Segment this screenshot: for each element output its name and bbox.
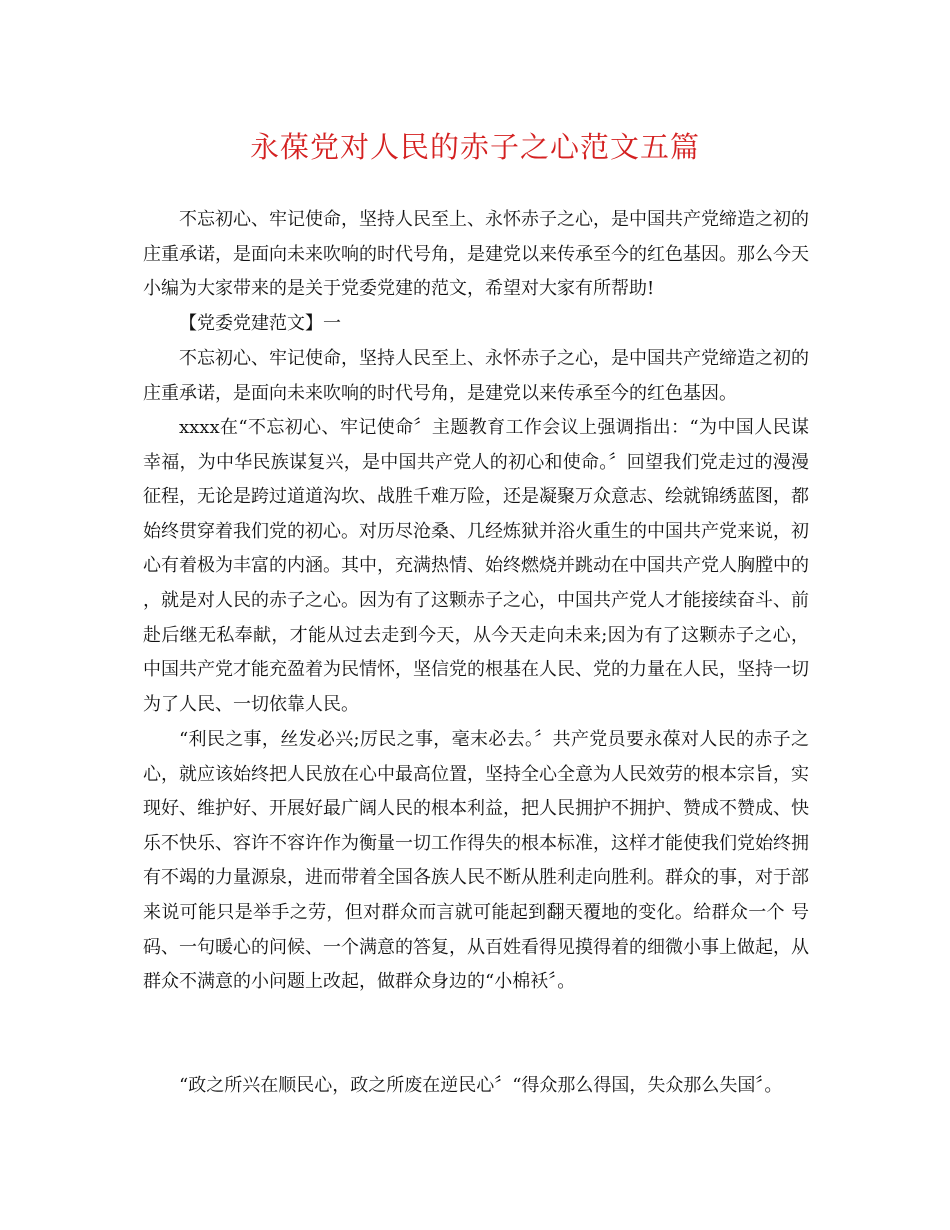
intro-paragraph: 不忘初心、牢记使命，坚持人民至上、永怀赤子之心，是中国共产党缔造之初的庄重承诺，是面向未来吹响的时代号角，是建党以来传承至今的红色基因。那么今天小编为大家带来的是关于党委党建的范文，希望对大家有所帮助! <box>143 209 809 300</box>
body-paragraph: xxxx在“不忘初心、牢记使命〞主题教育工作会议上强调指出：“为中国人民谋幸福，为中华民族谋复兴，是中国共产党人的初心和使命。〞回望我们党走过的漫漫征程，无论是跨过道道沟坎、战胜千难万险，还是凝聚万众意志、绘就锦绣蓝图，都始终贯穿着我们党的初心。对历尽沧桑、几经炼狱并浴火重生的中国共产党来说，初心有着极为丰富的内涵。其中，充满热情、始终燃烧并跳动在中国共产党人胸膛中的，就是对人民的赤子之心。因为有了这颗赤子之心，中国共产党人才能接续奋斗、前赴后继无私奉献，才能从过去走到今天，从今天走向未来;因为有了这颗赤子之心，中国共产党才能充盈着为民情怀，坚信党的根基在人民、党的力量在人民，坚持一切为了人民、一切依靠人民。 <box>143 417 809 715</box>
body-paragraph: 不忘初心、牢记使命，坚持人民至上、永怀赤子之心，是中国共产党缔造之初的庄重承诺，是面向未来吹响的时代号角，是建党以来传承至今的红色基因。 <box>143 348 809 404</box>
body-paragraph: “利民之事，丝发必兴;厉民之事，毫末必去。〞共产党员要永葆对人民的赤子之心，就应该始终把人民放在心中最高位置，坚持全心全意为人民效劳的根本宗旨，实现好、维护好、开展好最广阔人民的根本利益，把人民拥护不拥护、赞成不赞成、快乐不快乐、容许不容许作为衡量一切工作得失的根本标准，这样才能使我们党始终拥有不竭的力量源泉，进而带着全国各族人民不断从胜利走向胜利。群众的事，对于部来说可能只是举手之劳，但对群众而言就可能起到翻天覆地的变化。给群众一个 号码、一句暖心的问候、一个满意的答复，从百姓看得见摸得着的细微小事上做起，从群众不满意的小问题上改起，做群众身边的“小棉袄〞。 <box>143 729 809 993</box>
section-heading: 【党委党建范文】一 <box>179 313 341 334</box>
document-title: 永葆党对人民的赤子之心范文五篇 <box>249 130 700 164</box>
body-paragraph: “政之所兴在顺民心，政之所废在逆民心〞“得众那么得国，失众那么失国〞。 <box>179 1075 783 1096</box>
document-body <box>143 203 809 1104</box>
